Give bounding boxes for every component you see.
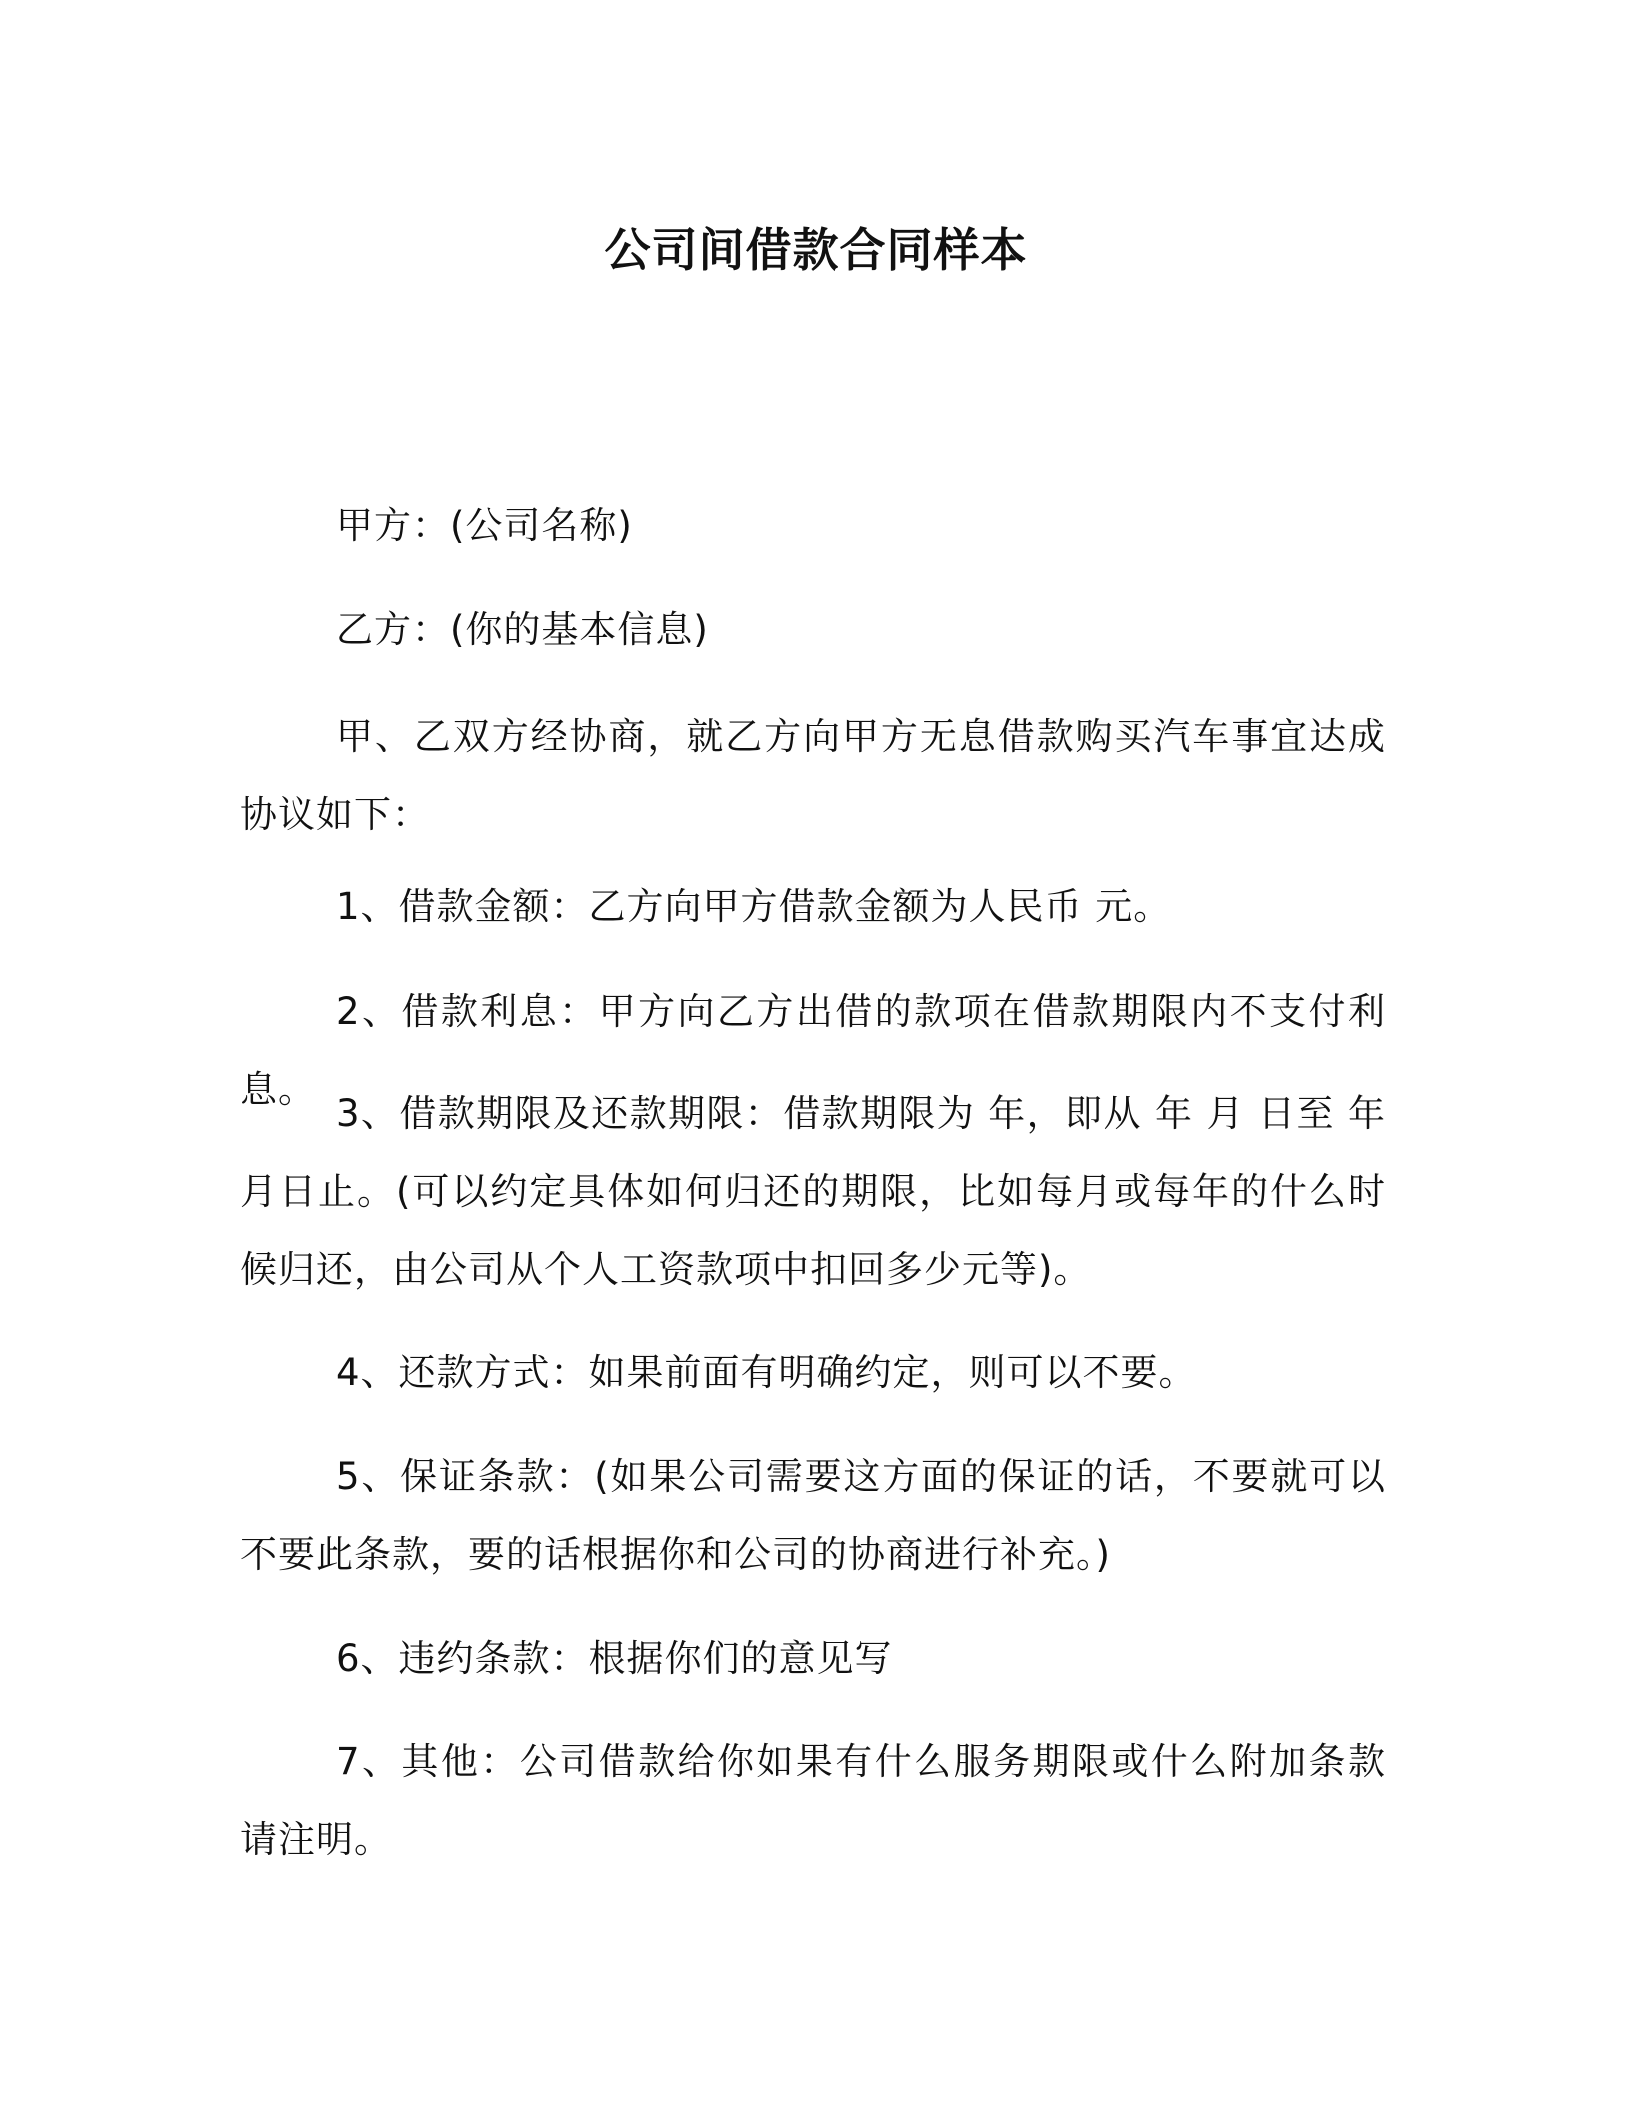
document-title: 公司间借款合同样本 [604,223,1028,277]
clause-repayment-method: 4、还款方式：如果前面有明确约定，则可以不要。 [336,1351,1197,1394]
intro-paragraph: 甲、乙双方经协商，就乙方向甲方无息借款购买汽车事宜达成协议如下： [240,715,1386,836]
party-a-line: 甲方：(公司名称) [336,504,633,547]
clause-loan-amount: 1、借款金额：乙方向甲方借款金额为人民币 元。 [336,885,1172,928]
clause-loan-interest: 2、借款利息：甲方向乙方出借的款项在借款期限内不支付利息。 [240,990,1386,1111]
party-b-line: 乙方：(你的基本信息) [336,608,709,651]
clause-guarantee: 5、保证条款：(如果公司需要这方面的保证的话，不要就可以不要此条款，要的话根据你和公司的协商进行补充。) [240,1455,1386,1576]
clause-loan-term: 3、借款期限及还款期限：借款期限为 年，即从 年 月 日至 年 月日止。(可以约定具体如何归还的期限，比如每月或每年的什么时候归还，由公司从个人工资款项中扣回多少元等)。 [240,1092,1386,1291]
clause-breach: 6、违约条款：根据你们的意见写 [336,1637,893,1680]
clause-other: 7、其他：公司借款给你如果有什么服务期限或什么附加条款请注明。 [240,1740,1386,1861]
